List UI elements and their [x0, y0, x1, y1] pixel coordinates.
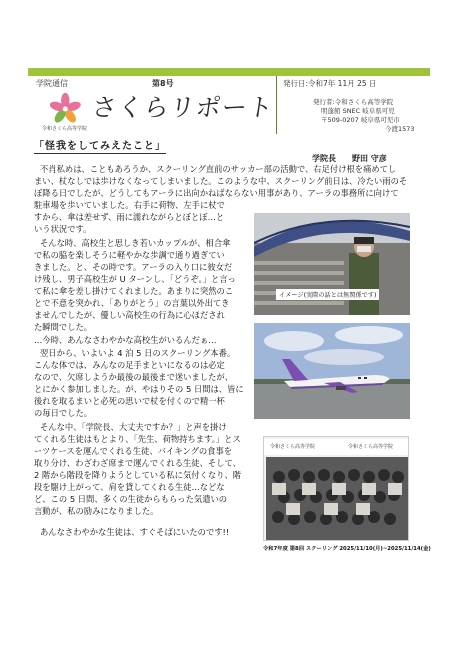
group-photo	[263, 436, 409, 541]
text-line: てくれる生徒はもとより、「先生、荷物持ちます。」とス	[34, 434, 241, 444]
text-line: 2 階から階段を降りようとしている私に気付くなり、階	[34, 470, 242, 480]
newsletter-header	[28, 68, 430, 134]
article-title: 「怪我をしてみえたこと」	[34, 137, 166, 154]
photo-caption-1: イメージ(実際の話とは無関係です)	[276, 289, 379, 300]
photo-caption-3: 令和7年度 第8回 スクーリング 2025/11/10(月)~2025/11/14(金)	[263, 546, 431, 552]
text-line: なので、欠席しようか最後の最後まで迷いましたが、	[34, 372, 233, 382]
text-line: 後れを取るまいと必死の思いで杖を付くので精一杯	[34, 396, 225, 406]
publisher: 発行者:令和さくら高等学院	[313, 98, 394, 106]
issue-date: 発行日:令和7年 11月 25 日	[283, 79, 377, 88]
issue-number: 第8号	[152, 79, 174, 88]
text-line: こんな体では、みんなの足手まといになるのは必定	[34, 360, 225, 370]
sakura-logo-icon	[50, 92, 84, 126]
banner-right: 令和さくら高等学院	[348, 444, 394, 450]
newsletter-label: 学院通信	[36, 79, 68, 88]
text-line: ぼ降る日でしたが、どうしてもアーラに出向かねばならない用事があり、アーラの事務所に向けて	[34, 188, 399, 198]
text-line: とで不意を突かれ、「ありがとう」の言葉以外出てき	[34, 298, 230, 308]
umbrella-photo	[254, 213, 410, 315]
text-line: で私の脇を楽しそうに軽やかな歩調で通り過ぎてい	[34, 250, 225, 260]
street-address: 今渡1573	[385, 125, 415, 133]
text-line: ませんでしたが、優しい高校生の行為に心ほだされ	[34, 310, 225, 320]
text-line: た瞬間でした。	[34, 322, 93, 332]
banner-left: 令和さくら高等学院	[270, 444, 316, 450]
airplane-photo	[254, 323, 410, 419]
text-line: 取り分け、わざわざ席まで運んでくれる生徒、そして、	[34, 458, 241, 468]
text-line: とにかく参加しました。が、やはりその 5 日間は、皆に	[34, 384, 244, 394]
text-line: きました。と、その時です。アーラの入り口に彼女だ	[34, 262, 233, 272]
text-line: まい、杖なしでは歩けなくなってしまいました。このような中、スクーリング前日は、冷たい雨のそ	[34, 176, 408, 186]
newsletter-title: さくらリポート	[89, 93, 276, 122]
publication-info	[276, 76, 430, 134]
group-image	[264, 437, 409, 541]
article-author: 学院長 野田 守彦	[312, 154, 387, 163]
text-line: そんな中、「学院長、大丈夫ですか？」と声を掛け	[40, 422, 227, 432]
publisher-center: 明蓬館 SNEC 岐阜県可児	[321, 107, 395, 115]
text-line: て私に傘を差し掛けてくれました。あまりに突然のこ	[34, 286, 234, 296]
text-line: 段を駆け上がって、肩を貸してくれる生徒…などな	[34, 482, 225, 492]
text-line: いう状況です。	[34, 224, 92, 234]
text-line: ど、この 5 日間、多くの生徒からもらった気遣いの	[34, 494, 228, 504]
header-band	[28, 68, 430, 76]
postal-address: 〒509-0207 岐阜県可児市	[321, 116, 400, 124]
text-line: そんな時、高校生と思しき若いカップルが、相合傘	[40, 238, 231, 248]
closing-line: あんなさわやかな生徒は、すぐそばにいたのです!!	[40, 527, 230, 537]
text-line: 駐車場を歩いていました。右手に荷物、左手に杖で	[34, 200, 225, 210]
school-name-small: 令和さくら高等学院	[42, 126, 88, 132]
text-line: ーツケースを運んでくれる生徒、バイキングの食事を	[34, 446, 233, 456]
text-line: の毎日でした。	[34, 408, 93, 418]
text-line: 言動が、私の励みになりました。	[34, 506, 159, 516]
text-line: …今時、あんなさわやかな高校生がいるんだぁ…	[34, 335, 217, 345]
text-line: け残し、男子高校生が U ターンし、「どうぞ。」と言っ	[34, 274, 236, 284]
text-line: 不肖私めは、こともあろうか、スクーリング直前のサッカー部の活動で、右足付け根を痛めてし	[40, 164, 397, 174]
airplane-image	[254, 323, 410, 419]
title-box	[28, 76, 276, 134]
text-line: 翌日から、いよいよ 4 泊 5 日のスクーリング本番。	[40, 348, 236, 358]
text-line: すから、傘は差せず、雨に濡れながらとぼとぼ…と	[34, 212, 225, 222]
